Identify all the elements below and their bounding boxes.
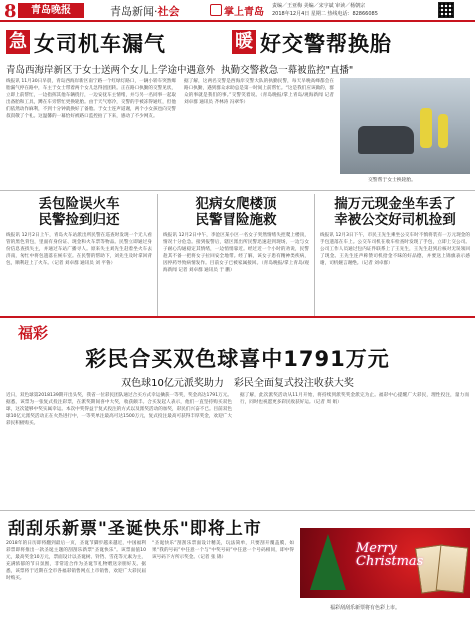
scratch-photo-caption: 福彩刮刮乐新票将有色彩上市。 — [330, 605, 401, 611]
scratch-body: 2018年的日历即将翻到最后一页，圣诞节脚步越来越近，中国福利彩票即将推出一款圣诞主题的刮刮乐新票“圣诞快乐”。该票面值10元，最高奖金10万元，票面设计以圣诞树、铃铛、雪花等元素为主，充满浓郁的节日氛围，非常适合作为圣诞节礼物赠送亲朋好友。据悉，该票将于近期在全市各福彩销售网点上市销售，欢迎广大彩民届时购买。 — [6, 541, 146, 581]
lottery-kicker: 福彩 — [18, 322, 62, 340]
lead-title-left: 女司机车漏气 — [34, 32, 166, 56]
page-header — [0, 0, 475, 22]
christmas-tree-icon — [310, 534, 346, 590]
divider — [157, 194, 158, 316]
story-1-title: 丢包险误火车 民警捡到归还 — [38, 196, 120, 228]
paper-logo: 青岛晚报 — [18, 3, 84, 18]
story-2-title: 犯病女爬楼顶 民警冒险施救 — [195, 196, 277, 228]
lead-headline — [0, 28, 475, 60]
lottery-body-2: 据了解，此次派奖活动从11月开始，将持续到派奖奖金派完为止。福彩中心提醒广大彩民，理性投注，量力而行，同时也祝愿更多彩民收获好运。（记者 周 娟） — [240, 393, 469, 405]
lead-title-right: 好交警帮换胎 — [260, 32, 392, 56]
scratch-headline: 刮刮乐新票"圣诞快乐"即将上市 — [8, 519, 262, 539]
divider — [0, 316, 475, 318]
lottery-body: 近日，双色球第2018139期开出头奖，我省一位彩民团队通过合买方式幸运擒获一等奖，奖金高达1791万元。据悉，该票为一张复式投注彩票，在派奖期间喜中大奖，收获颇丰。合买发起人表示，他们一直坚持购买双色球，这次能够中奖实属幸运。本次中奖得益于复式投注的方式以及派奖活动的加奖，彩民们兴奋不已。目前双色球10亿元派奖活动正在火热进行中，一等奖单注最高可达1500万元，复式投注最高可获得丰厚奖金，欢迎广大彩民积极购买。 — [6, 393, 232, 426]
page-number: 8 — [4, 1, 17, 22]
story-3-title: 揣万元现金坐车丢了 幸被公交好司机捡到 — [334, 196, 456, 228]
ticket-card — [436, 545, 469, 594]
story-3-body: 线报讯 12月3日下午，市民王先生乘坐公交车时不慎将装有一万元现金的手包遗落在车上。公交车司机在收车检查时发现了手包，立即上交公司。公司工作人员通过包内证件联系上了王先生，王先生赶到后核对无误领回了现金。王先生连声称赞司机拾金不昧的好品德，并要送上锦旗表示感谢，司机婉言谢绝。（记者 刘卓群） — [320, 233, 470, 266]
car-shape — [358, 126, 414, 154]
officer-vest — [420, 108, 432, 148]
officer-vest-2 — [438, 114, 448, 148]
lead-body-2: 据了解，这两名交警是西海岸交警大队的执勤民警，每天早晚高峰都会在路口执勤，遇到群众求助总是第一时间上前帮忙。“这是我们应该做的，群众的事就是我们的事。”交警笑着说。（青岛晚报/掌上青岛/观海新闻 记者 刘卓群 通讯员 齐林涛 冯翠华） — [184, 79, 334, 105]
section-bold: 社会 — [157, 5, 180, 18]
lead-subtitle: 青岛西海岸新区于女士送两个女儿上学途中遇意外 执勤交警救急一幕被监控"直播" — [6, 65, 354, 76]
scratch-body-2: “圣诞快乐”刮刮乐票面设计精美，玩法简单，只要刮开覆盖膜，如果“我的号码”中任意一个与“中奖号码”中任意一个号码相同，即中得该号码下方所示奖金。（记者 张 锦） — [152, 541, 294, 560]
qr-code-icon — [438, 2, 454, 18]
divider — [314, 194, 315, 316]
lottery-headline: 彩民合买双色球喜中1791万元 — [85, 347, 390, 371]
divider — [0, 190, 475, 191]
merry-christmas-text: Merry Christmas — [356, 541, 424, 569]
story-1-body: 线报讯 12月2日上午，青岛火车站派出所民警在巡查时发现一个无人看管的黑色背包，里面有身份证、现金和火车票等物品。民警立即通过身份信息查找失主，并通过车站广播寻人。原来失主刘先生赶着坐火车去济南，匆忙中将包遗落在候车室。在民警的帮助下，刘先生及时拿回背包，顺利赶上了火车。（记者 刘卓群 通讯员 刘 平鲁） — [6, 233, 152, 266]
lead-photo — [340, 78, 470, 174]
lottery-subhead: 双色球10亿元派奖助力 彩民全面复式投注收获大奖 — [121, 378, 354, 389]
header-meta: 责编／王亚梅 美编／宋宇斌 审读／杨朝宗 2018年12月4日 星期二 热线电话：82866085 — [272, 3, 378, 17]
badge-urgent: 急 — [6, 30, 30, 54]
divider — [0, 510, 475, 511]
story-2-body: 线报讯 12月2日中午，李沧区某小区一名女子突然情绪失控爬上楼顶，情况十分危急。接到报警后，辖区派出所民警迅速赶到现场，一边与女子耐心沟通稳定其情绪，一边悄悄靠近。经过近一个小时的劝说，民警趁其不备一把将女子拉回安全地带。经了解，该女子患有精神类疾病，因停药导致病情发作。目前女子已被家属接回。（青岛晚报/掌上青岛/观海新闻 记者 刘卓群 通讯员 于 鹏） — [163, 233, 309, 273]
scratch-ticket-image — [300, 528, 470, 598]
section-label: 青岛新闻·社会 — [110, 5, 180, 18]
badge-warm: 暖 — [232, 30, 256, 54]
lead-body: 线报讯 11月30日早晨，青岛西海岸新区南宁路一个红绿灯路口，一辆小轿车突然爆胎漏气停在路中，车主于女士带着两个女儿急得团团转。正在路口执勤的交警见状，立即上前帮忙，一边指挥其他车辆绕行，一边安抚车主情绪，并与另一名同事一起取出备胎和工具，蹲在车旁帮忙更换轮胎。由于天气寒冷，交警的手被冻得通红，但他们依然动作麻利，不到十分钟就换好了备胎。于女士连声道谢，两个小女孩也向交警叔叔敬了个礼。这温馨的一幕恰好被路口监控拍了下来，感动了不少网友。 — [6, 79, 176, 119]
lead-photo-caption: 交警帮于女士换轮胎。 — [368, 178, 416, 183]
app-label: 掌上青岛 — [210, 3, 264, 18]
